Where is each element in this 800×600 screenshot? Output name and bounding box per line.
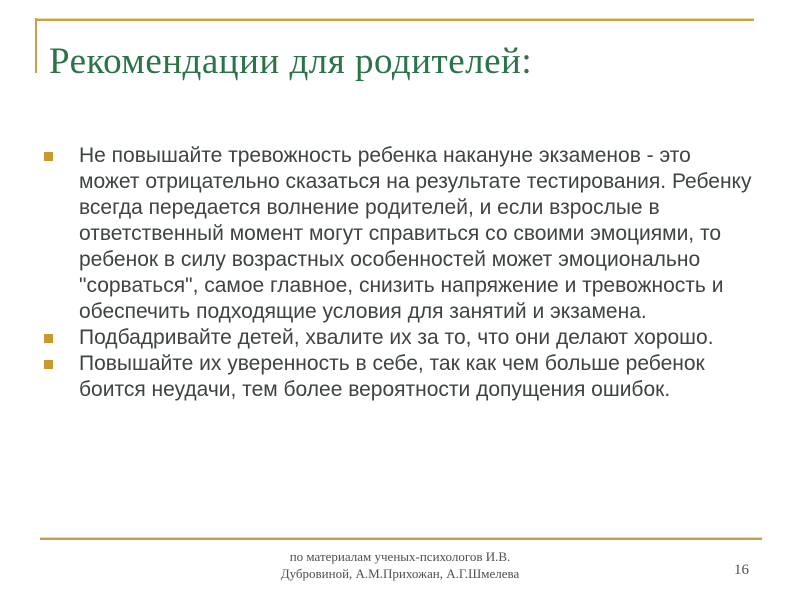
bullet-item [42,325,754,351]
footer-credit-line1: по материалам ученых-психологов И.В. [289,549,511,564]
top-rule-line [35,18,754,21]
slide-title: Рекомендации для родителей: [49,41,533,82]
page-number: 16 [734,562,749,578]
bullet-text: Подбадривайте детей, хвалите их за то, что они делают хорошо. [79,326,714,349]
bullet-text: Повышайте их уверенность в себе, так как чем больше ребенок боится неудачи, тем более вероятности допущения ошибок. [79,352,705,401]
bullet-item [42,143,754,325]
left-rule-line [35,18,37,73]
bullet-square-icon [44,334,53,343]
bullet-square-icon [44,152,53,161]
footer-credit [240,548,560,582]
bottom-rule-line [40,537,762,540]
bullet-square-icon [44,360,53,369]
bullet-item [42,351,754,403]
bullet-text: Не повышайте тревожность ребенка накануне экзаменов - это может отрицательно сказаться на результате тестирования. Ребенку всегда передается волнение родителей, и если взрослые в ответственный момент могут справиться со своими эмоциями, то ребенок в силу возрастных особенностей может эмоционально "сорваться", самое главное, снизить напряжение и тревожность и обеспечить подходящие условия для занятий и экзамена. [79,144,752,323]
bullet-list [42,143,754,403]
footer-credit-line2: Дубровиной, А.М.Прихожан, А.Г.Шмелева [280,566,520,581]
